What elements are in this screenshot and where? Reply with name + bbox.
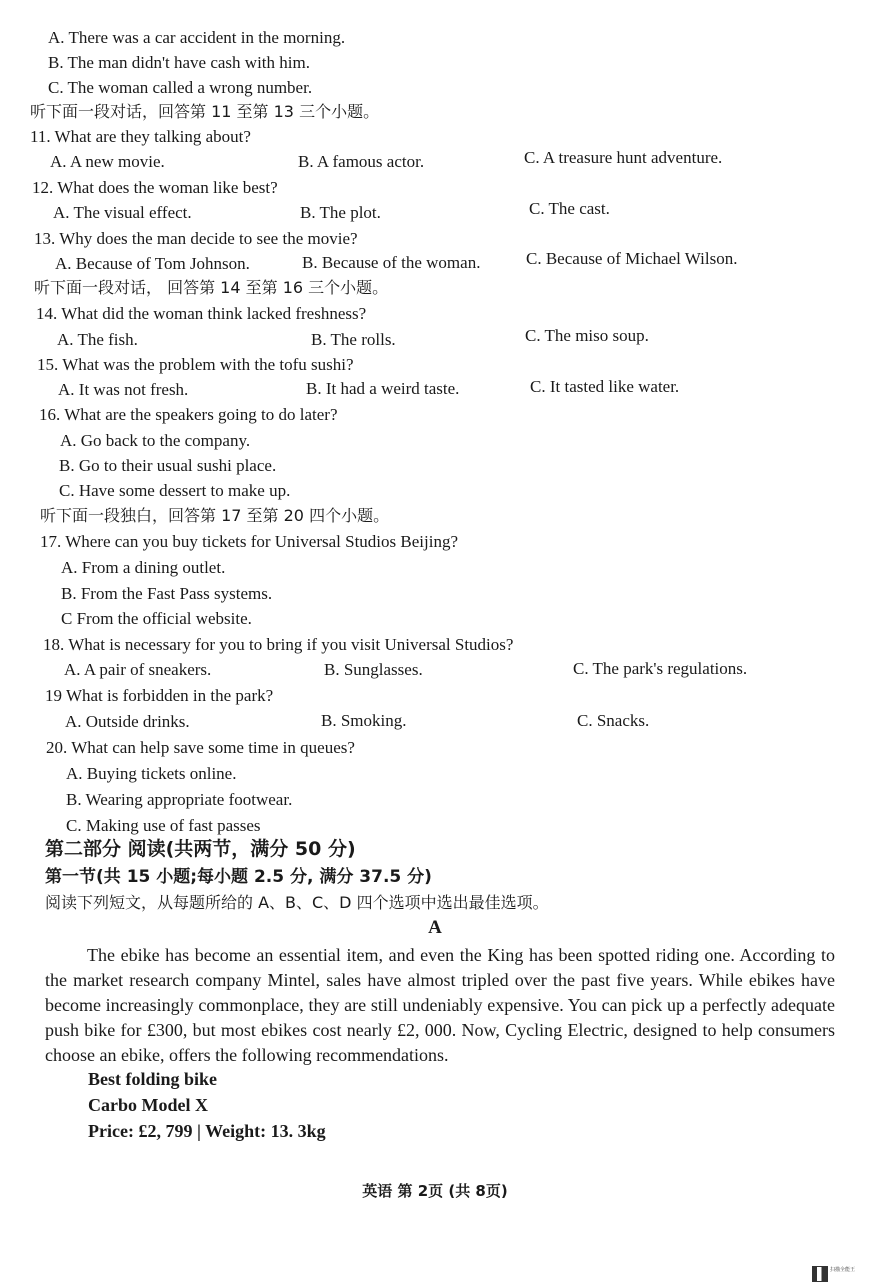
q12-option-a: A. The visual effect. xyxy=(53,203,192,222)
q20-option-a: A. Buying tickets online. xyxy=(66,764,237,783)
q20-option-c: C. Making use of fast passes xyxy=(66,816,261,835)
heading-best-folding-bike: Best folding bike xyxy=(88,1069,218,1089)
q11-option-a: A. A new movie. xyxy=(50,152,165,171)
q16-stem: 16. What are the speakers going to do later? xyxy=(39,405,338,424)
section-one-title: 第一节(共 15 小题;每小题 2.5 分, 满分 37.5 分) xyxy=(45,867,432,887)
instruction-14-16: 听下面一段对话， 回答第 14 至第 16 三个小题。 xyxy=(34,278,389,297)
q17-option-c: C From the official website. xyxy=(61,609,252,628)
q18-stem: 18. What is necessary for you to bring if you visit Universal Studios? xyxy=(43,635,514,654)
q14-option-c: C. The miso soup. xyxy=(525,326,649,345)
q15-option-a: A. It was not fresh. xyxy=(58,380,189,399)
q10-option-b: B. The man didn't have cash with him. xyxy=(48,53,310,72)
heading-carbo-model: Carbo Model X xyxy=(88,1095,208,1115)
q14-stem: 14. What did the woman think lacked freshness? xyxy=(36,304,367,323)
q18-option-b: B. Sunglasses. xyxy=(324,660,423,679)
q15-option-b: B. It had a weird taste. xyxy=(306,379,460,398)
q11-option-c: C. A treasure hunt adventure. xyxy=(524,148,723,167)
q15-stem: 15. What was the problem with the tofu sushi? xyxy=(37,355,354,374)
q11-stem: 11. What are they talking about? xyxy=(30,127,251,146)
qr-code-icon xyxy=(812,1266,828,1282)
q10-option-a: A. There was a car accident in the morning. xyxy=(48,28,346,47)
q12-option-b: B. The plot. xyxy=(300,203,381,222)
q13-option-c: C. Because of Michael Wilson. xyxy=(526,249,738,268)
q14-option-a: A. The fish. xyxy=(57,330,138,349)
q19-option-b: B. Smoking. xyxy=(321,711,407,730)
q14-option-b: B. The rolls. xyxy=(311,330,396,349)
q19-stem: 19 What is forbidden in the park? xyxy=(45,686,274,705)
q13-option-a: A. Because of Tom Johnson. xyxy=(55,254,250,273)
q10-option-c: C. The woman called a wrong number. xyxy=(48,78,313,97)
q20-option-b: B. Wearing appropriate footwear. xyxy=(66,790,293,809)
instruction-11-13: 听下面一段对话，回答第 11 至第 13 三个小题。 xyxy=(30,102,380,121)
passage-paragraph: The ebike has become an essential item, and even the King has been spotted riding one. According to the market research company Mintel, sales have almost tripled over the past five years. While ebikes have become increasingly commonplace, they are still undeniably expensive. You can pick up a perfectly adequate push bike for £300, but most ebikes cost nearly £2, 000. Now, Cycling Electric, designed to help consumers choose an ebike, offers the following recommendations. xyxy=(45,945,835,1065)
q20-stem: 20. What can help save some time in queues? xyxy=(46,738,355,757)
instruction-17-20: 听下面一段独白，回答第 17 至第 20 四个小题。 xyxy=(40,506,390,525)
passage-letter: A xyxy=(428,917,442,938)
q12-option-c: C. The cast. xyxy=(529,199,610,218)
q17-option-a: A. From a dining outlet. xyxy=(61,558,226,577)
reading-instruction: 阅读下列短文，从每题所给的 A、B、C、D 四个选项中选出最佳选项。 xyxy=(45,893,549,912)
page-footer: 英语 第 2页 (共 8页) xyxy=(362,1182,508,1200)
q11-option-b: B. A famous actor. xyxy=(298,152,425,171)
scanner-watermark: 扫描全能王 xyxy=(830,1267,856,1273)
q16-option-b: B. Go to their usual sushi place. xyxy=(59,456,277,475)
q18-option-a: A. A pair of sneakers. xyxy=(64,660,212,679)
price-weight-line: Price: £2, 799 | Weight: 13. 3kg xyxy=(88,1121,326,1141)
q18-option-c: C. The park's regulations. xyxy=(573,659,748,678)
part-two-title: 第二部分 阅读(共两节，满分 50 分) xyxy=(45,838,356,860)
q13-option-b: B. Because of the woman. xyxy=(302,253,481,272)
q19-option-c: C. Snacks. xyxy=(577,711,650,730)
q17-option-b: B. From the Fast Pass systems. xyxy=(61,584,273,603)
q16-option-c: C. Have some dessert to make up. xyxy=(59,481,291,500)
q17-stem: 17. Where can you buy tickets for Universal Studios Beijing? xyxy=(40,532,458,551)
q19-option-a: A. Outside drinks. xyxy=(65,712,190,731)
q15-option-c: C. It tasted like water. xyxy=(530,377,680,396)
q16-option-a: A. Go back to the company. xyxy=(60,431,251,450)
q12-stem: 12. What does the woman like best? xyxy=(32,178,278,197)
q13-stem: 13. Why does the man decide to see the movie? xyxy=(34,229,358,248)
